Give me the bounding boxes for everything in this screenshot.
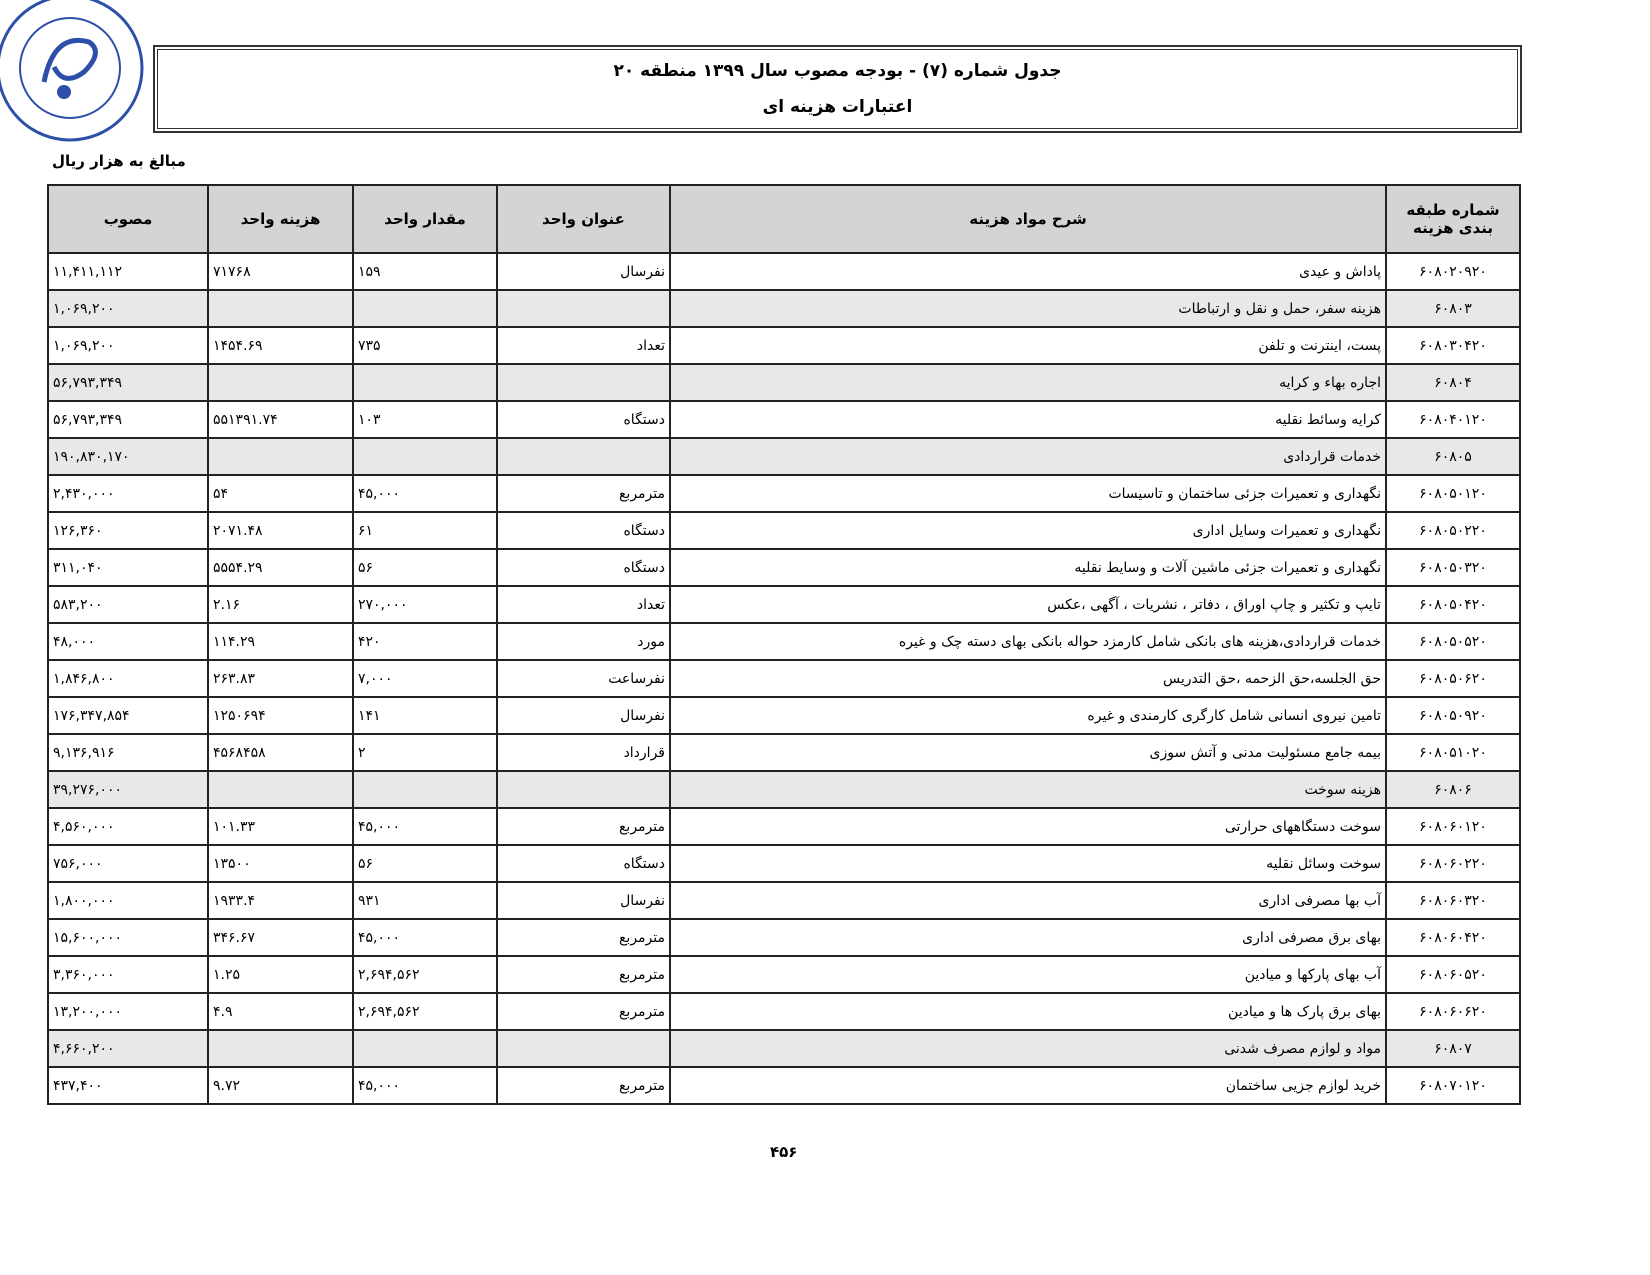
cell-cost: ۱۱۴.۲۹ xyxy=(208,623,353,660)
cell-desc: تایپ و تکثیر و چاپ اوراق ، دفاتر ، نشریات ، آگهی ،عکس xyxy=(670,586,1386,623)
cell-code: ۶۰۸۰۷۰۱۲۰ xyxy=(1386,1067,1520,1104)
cell-cost: ۲۰۷۱.۴۸ xyxy=(208,512,353,549)
cell-desc: بهای برق مصرفی اداری xyxy=(670,919,1386,956)
cell-cost: ۲.۱۶ xyxy=(208,586,353,623)
cell-unit xyxy=(497,771,670,808)
cell-approved: ۳۹,۲۷۶,۰۰۰ xyxy=(48,771,208,808)
table-row xyxy=(48,327,1520,364)
col-header-qty: مقدار واحد xyxy=(353,185,497,253)
cell-unit: نفرساعت xyxy=(497,660,670,697)
table-row xyxy=(48,586,1520,623)
cell-cost xyxy=(208,1030,353,1067)
cell-code: ۶۰۸۰۶۰۶۲۰ xyxy=(1386,993,1520,1030)
table-row xyxy=(48,660,1520,697)
cell-desc: نگهداری و تعمیرات جزئی ساختمان و تاسیسات xyxy=(670,475,1386,512)
cell-approved: ۴,۵۶۰,۰۰۰ xyxy=(48,808,208,845)
cell-unit: مترمربع xyxy=(497,808,670,845)
table-group-row xyxy=(48,290,1520,327)
cell-desc: بیمه جامع مسئولیت مدنی و آتش سوزی xyxy=(670,734,1386,771)
cell-code: ۶۰۸۰۵۱۰۲۰ xyxy=(1386,734,1520,771)
cell-desc: خدمات قراردادی xyxy=(670,438,1386,475)
cell-unit xyxy=(497,364,670,401)
col-header-approved: مصوب xyxy=(48,185,208,253)
cell-cost xyxy=(208,364,353,401)
col-header-desc: شرح مواد هزینه xyxy=(670,185,1386,253)
cell-cost: ۵۵۵۴.۲۹ xyxy=(208,549,353,586)
cell-qty xyxy=(353,290,497,327)
table-row xyxy=(48,1067,1520,1104)
cell-approved: ۱,۰۶۹,۲۰۰ xyxy=(48,290,208,327)
cell-qty xyxy=(353,364,497,401)
cell-cost: ۳۴۶.۶۷ xyxy=(208,919,353,956)
cell-unit xyxy=(497,290,670,327)
cell-unit: تعداد xyxy=(497,327,670,364)
cell-qty: ۴۵,۰۰۰ xyxy=(353,1067,497,1104)
cell-qty: ۶۱ xyxy=(353,512,497,549)
cell-desc: آب بهای پارکها و میادین xyxy=(670,956,1386,993)
cell-desc: اجاره بهاء و کرایه xyxy=(670,364,1386,401)
cell-unit: مترمربع xyxy=(497,475,670,512)
cell-desc: پست، اینترنت و تلفن xyxy=(670,327,1386,364)
cell-approved: ۴,۶۶۰,۲۰۰ xyxy=(48,1030,208,1067)
cell-qty: ۱۵۹ xyxy=(353,253,497,290)
cell-desc: خرید لوازم جزیی ساختمان xyxy=(670,1067,1386,1104)
cell-approved: ۷۵۶,۰۰۰ xyxy=(48,845,208,882)
cell-approved: ۵۶,۷۹۳,۳۴۹ xyxy=(48,364,208,401)
table-row xyxy=(48,845,1520,882)
cell-desc: هزینه سوخت xyxy=(670,771,1386,808)
cell-qty: ۷۳۵ xyxy=(353,327,497,364)
cell-qty: ۲ xyxy=(353,734,497,771)
cell-code: ۶۰۸۰۴۰۱۲۰ xyxy=(1386,401,1520,438)
table-header-row xyxy=(48,185,1520,253)
table-row xyxy=(48,808,1520,845)
cell-approved: ۴۳۷,۴۰۰ xyxy=(48,1067,208,1104)
cell-approved: ۹,۱۳۶,۹۱۶ xyxy=(48,734,208,771)
cell-qty: ۵۶ xyxy=(353,549,497,586)
cell-qty: ۲,۶۹۴,۵۶۲ xyxy=(353,956,497,993)
cell-unit: دستگاه xyxy=(497,512,670,549)
title-box xyxy=(153,45,1522,133)
cell-approved: ۳,۳۶۰,۰۰۰ xyxy=(48,956,208,993)
cell-approved: ۱,۰۶۹,۲۰۰ xyxy=(48,327,208,364)
table-group-row xyxy=(48,771,1520,808)
cell-unit: مورد xyxy=(497,623,670,660)
cell-approved: ۲,۴۳۰,۰۰۰ xyxy=(48,475,208,512)
cell-qty xyxy=(353,771,497,808)
cell-qty: ۲,۶۹۴,۵۶۲ xyxy=(353,993,497,1030)
cell-desc: تامین نیروی انسانی شامل کارگری کارمندی و غیره xyxy=(670,697,1386,734)
cell-cost xyxy=(208,438,353,475)
table-row xyxy=(48,697,1520,734)
table-row xyxy=(48,919,1520,956)
table-group-row xyxy=(48,1030,1520,1067)
cell-qty: ۵۶ xyxy=(353,845,497,882)
cell-cost: ۵۵۱۳۹۱.۷۴ xyxy=(208,401,353,438)
cell-code: ۶۰۸۰۵۰۶۲۰ xyxy=(1386,660,1520,697)
table-row xyxy=(48,253,1520,290)
table-row xyxy=(48,549,1520,586)
cell-desc: سوخت دستگاههای حرارتی xyxy=(670,808,1386,845)
cell-desc: بهای برق پارک ها و میادین xyxy=(670,993,1386,1030)
table-row xyxy=(48,993,1520,1030)
cell-qty: ۴۵,۰۰۰ xyxy=(353,919,497,956)
col-header-unit: عنوان واحد xyxy=(497,185,670,253)
table-group-row xyxy=(48,438,1520,475)
cell-approved: ۱۷۶,۳۴۷,۸۵۴ xyxy=(48,697,208,734)
cell-unit: دستگاه xyxy=(497,549,670,586)
cell-unit: مترمربع xyxy=(497,993,670,1030)
cell-unit: مترمربع xyxy=(497,1067,670,1104)
cell-approved: ۱۱,۴۱۱,۱۱۲ xyxy=(48,253,208,290)
cell-qty xyxy=(353,438,497,475)
cell-approved: ۵۸۳,۲۰۰ xyxy=(48,586,208,623)
cell-cost: ۲۶۳.۸۳ xyxy=(208,660,353,697)
col-header-code: شماره طبقه بندی هزینه xyxy=(1386,185,1520,253)
cell-unit: نفرسال xyxy=(497,253,670,290)
cell-desc: نگهداری و تعمیرات جزئی ماشین آلات و وسایط نقلیه xyxy=(670,549,1386,586)
col-header-cost: هزینه واحد xyxy=(208,185,353,253)
cell-cost: ۴۵۶۸۴۵۸ xyxy=(208,734,353,771)
cell-unit: مترمربع xyxy=(497,919,670,956)
cell-code: ۶۰۸۰۶۰۲۲۰ xyxy=(1386,845,1520,882)
cell-code: ۶۰۸۰۲۰۹۲۰ xyxy=(1386,253,1520,290)
cell-approved: ۱۳,۲۰۰,۰۰۰ xyxy=(48,993,208,1030)
cell-code: ۶۰۸۰۳ xyxy=(1386,290,1520,327)
table-row xyxy=(48,734,1520,771)
cell-cost: ۱.۲۵ xyxy=(208,956,353,993)
table-row xyxy=(48,475,1520,512)
cell-approved: ۱۵,۶۰۰,۰۰۰ xyxy=(48,919,208,956)
units-note: مبالغ به هزار ریال xyxy=(52,152,186,170)
cell-cost xyxy=(208,771,353,808)
cell-unit: نفرسال xyxy=(497,697,670,734)
cell-qty: ۱۰۳ xyxy=(353,401,497,438)
cell-desc: حق الجلسه،حق الزحمه ،حق التدریس xyxy=(670,660,1386,697)
cell-code: ۶۰۸۰۵۰۵۲۰ xyxy=(1386,623,1520,660)
cell-cost: ۵۴ xyxy=(208,475,353,512)
cell-approved: ۴۸,۰۰۰ xyxy=(48,623,208,660)
cell-unit: مترمربع xyxy=(497,956,670,993)
document-subtitle: اعتبارات هزینه ای xyxy=(762,97,913,117)
cell-code: ۶۰۸۰۷ xyxy=(1386,1030,1520,1067)
cell-unit: تعداد xyxy=(497,586,670,623)
cell-approved: ۱۹۰,۸۳۰,۱۷۰ xyxy=(48,438,208,475)
cell-approved: ۳۱۱,۰۴۰ xyxy=(48,549,208,586)
document-title: جدول شماره (۷) - بودجه مصوب سال ۱۳۹۹ منطقه ۲۰ xyxy=(613,61,1062,81)
cell-cost: ۱۹۳۳.۴ xyxy=(208,882,353,919)
cell-desc: آب بها مصرفی اداری xyxy=(670,882,1386,919)
cell-qty xyxy=(353,1030,497,1067)
cell-code: ۶۰۸۰۵۰۳۲۰ xyxy=(1386,549,1520,586)
cell-approved: ۱,۸۴۶,۸۰۰ xyxy=(48,660,208,697)
cell-unit xyxy=(497,1030,670,1067)
cell-unit: نفرسال xyxy=(497,882,670,919)
cell-code: ۶۰۸۰۳۰۴۲۰ xyxy=(1386,327,1520,364)
cell-code: ۶۰۸۰۶۰۳۲۰ xyxy=(1386,882,1520,919)
cell-code: ۶۰۸۰۶۰۴۲۰ xyxy=(1386,919,1520,956)
cell-unit: دستگاه xyxy=(497,401,670,438)
cell-code: ۶۰۸۰۶ xyxy=(1386,771,1520,808)
cell-qty: ۴۵,۰۰۰ xyxy=(353,808,497,845)
cell-code: ۶۰۸۰۵۰۱۲۰ xyxy=(1386,475,1520,512)
cell-cost: ۱۳۵۰۰ xyxy=(208,845,353,882)
cell-desc: خدمات قراردادی،هزینه های بانکی شامل کارمزد حواله بانکی بهای دسته چک و غیره xyxy=(670,623,1386,660)
cell-cost: ۷۱۷۶۸ xyxy=(208,253,353,290)
cell-unit: دستگاه xyxy=(497,845,670,882)
table-row xyxy=(48,623,1520,660)
cell-desc: سوخت وسائل نقلیه xyxy=(670,845,1386,882)
cell-desc: پاداش و عیدی xyxy=(670,253,1386,290)
table-group-row xyxy=(48,364,1520,401)
cell-approved: ۵۶,۷۹۳,۳۴۹ xyxy=(48,401,208,438)
cell-qty: ۹۳۱ xyxy=(353,882,497,919)
table-row xyxy=(48,512,1520,549)
cell-desc: کرایه وسائط نقلیه xyxy=(670,401,1386,438)
cell-approved: ۱۲۶,۳۶۰ xyxy=(48,512,208,549)
cell-cost: ۹.۷۲ xyxy=(208,1067,353,1104)
cell-cost: ۱۴۵۴.۶۹ xyxy=(208,327,353,364)
cell-unit xyxy=(497,438,670,475)
cell-code: ۶۰۸۰۶۰۵۲۰ xyxy=(1386,956,1520,993)
cell-code: ۶۰۸۰۵ xyxy=(1386,438,1520,475)
cell-cost: ۱۰۱.۳۳ xyxy=(208,808,353,845)
cell-qty: ۴۲۰ xyxy=(353,623,497,660)
cell-qty: ۲۷۰,۰۰۰ xyxy=(353,586,497,623)
cell-code: ۶۰۸۰۵۰۲۲۰ xyxy=(1386,512,1520,549)
cell-unit: قرارداد xyxy=(497,734,670,771)
cell-desc: نگهداری و تعمیرات وسایل اداری xyxy=(670,512,1386,549)
table-row xyxy=(48,956,1520,993)
page-number: ۴۵۶ xyxy=(770,1143,798,1161)
council-stamp-logo xyxy=(0,0,146,144)
cell-code: ۶۰۸۰۵۰۹۲۰ xyxy=(1386,697,1520,734)
cell-qty: ۴۵,۰۰۰ xyxy=(353,475,497,512)
cell-code: ۶۰۸۰۴ xyxy=(1386,364,1520,401)
cell-cost: ۱۲۵۰۶۹۴ xyxy=(208,697,353,734)
cell-qty: ۱۴۱ xyxy=(353,697,497,734)
cell-code: ۶۰۸۰۵۰۴۲۰ xyxy=(1386,586,1520,623)
budget-table xyxy=(47,184,1521,1105)
table-row xyxy=(48,401,1520,438)
cell-cost xyxy=(208,290,353,327)
cell-qty: ۷,۰۰۰ xyxy=(353,660,497,697)
table-row xyxy=(48,882,1520,919)
cell-desc: هزینه سفر، حمل و نقل و ارتباطات xyxy=(670,290,1386,327)
cell-code: ۶۰۸۰۶۰۱۲۰ xyxy=(1386,808,1520,845)
cell-desc: مواد و لوازم مصرف شدنی xyxy=(670,1030,1386,1067)
cell-cost: ۴.۹ xyxy=(208,993,353,1030)
cell-approved: ۱,۸۰۰,۰۰۰ xyxy=(48,882,208,919)
